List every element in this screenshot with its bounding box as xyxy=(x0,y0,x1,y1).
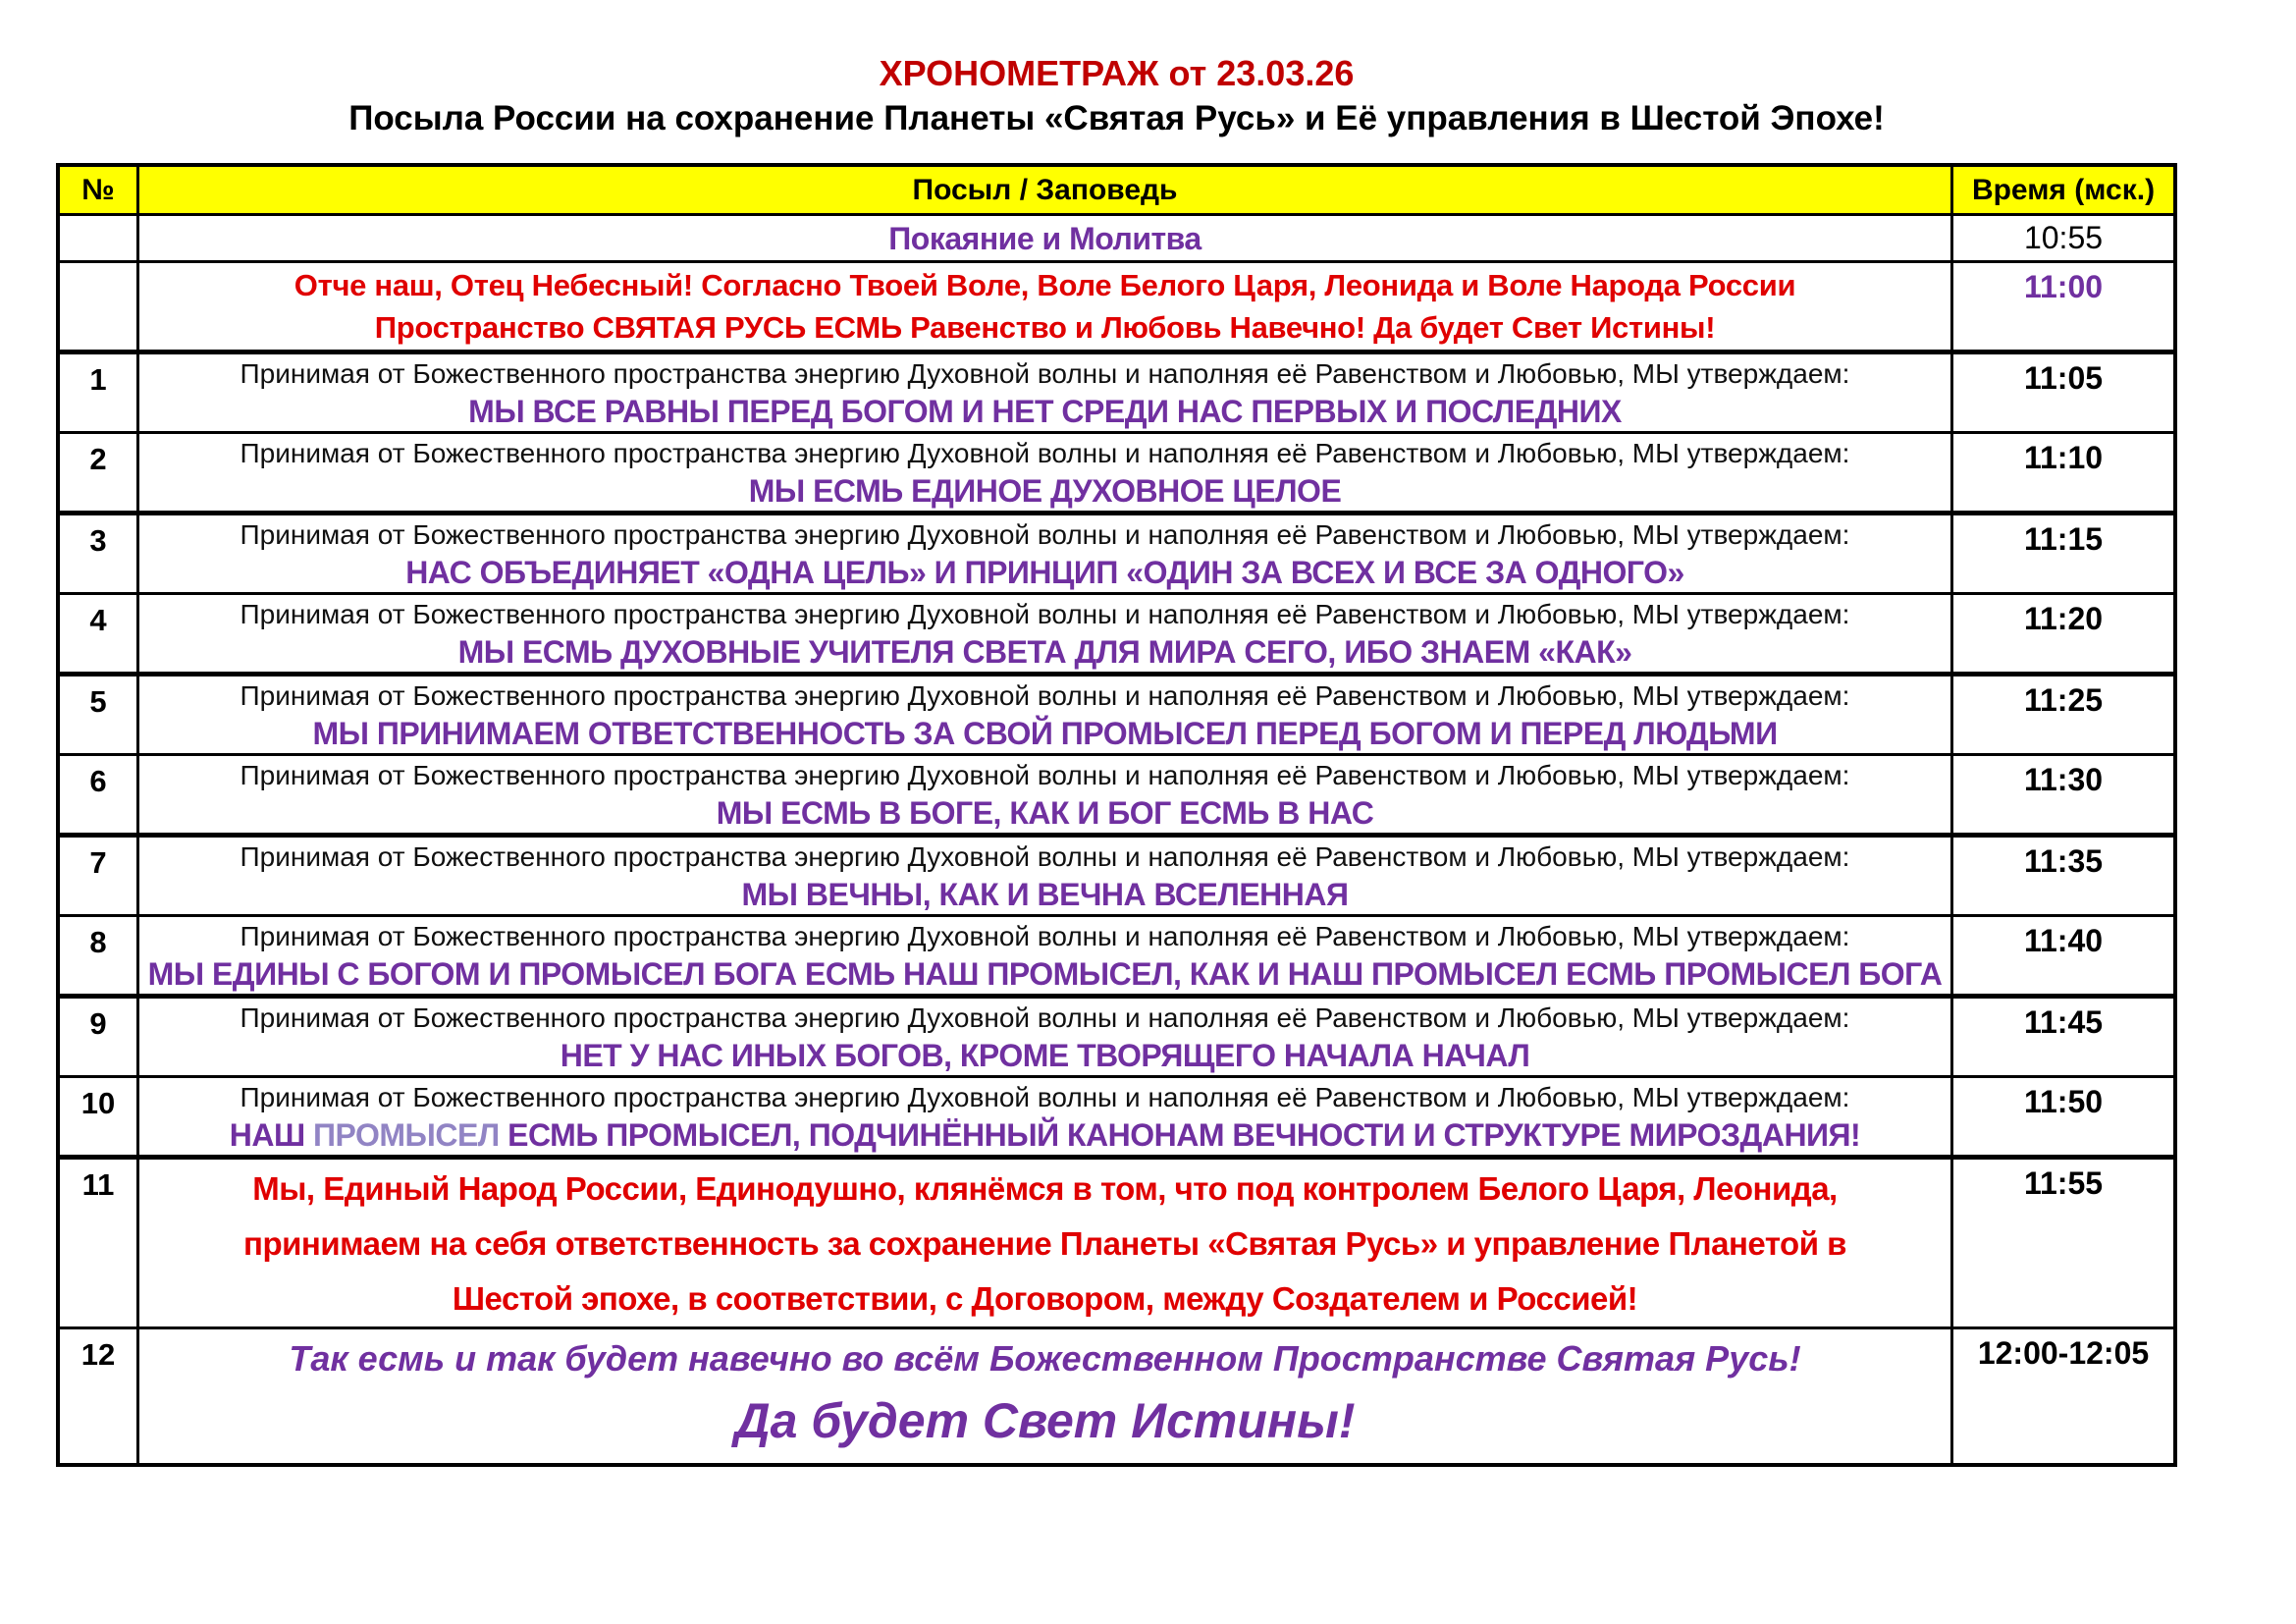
row-statement-text: МЫ ЕСМЬ ДУХОВНЫЕ УЧИТЕЛЯ СВЕТА ДЛЯ МИРА СЕГО, ИБО ЗНАЕМ «КАК» xyxy=(457,634,1632,670)
row-number-cell: 10 xyxy=(60,1078,139,1155)
row-number-cell xyxy=(60,263,139,350)
title-line-1: ХРОНОМЕТРАЖ от 23.03.26 xyxy=(879,53,1355,93)
message-line: Мы, Единый Народ России, Единодушно, клянёмся в том, что под контролем Белого Царя, Леонида, xyxy=(252,1170,1838,1207)
message-line: принимаем на себя ответственность за сохранение Планеты «Святая Русь» и управление Планетой в xyxy=(243,1225,1846,1262)
row-time-cell: 10:55 xyxy=(1950,216,2173,260)
row-number-cell: 6 xyxy=(60,756,139,833)
table-row xyxy=(60,1329,2173,1463)
statement-fragment: НАШ xyxy=(229,1117,314,1153)
row-message-cell xyxy=(139,756,1950,833)
row-intro-text: Принимая от Божественного пространства энергию Духовной волны и наполняя её Равенством и Любовью, МЫ утверждаем: xyxy=(240,760,1850,790)
row-time-cell: 11:40 xyxy=(1950,917,2173,994)
header-num: № xyxy=(60,167,139,213)
row-intro-text: Принимая от Божественного пространства энергию Духовной волны и наполняя её Равенством и Любовью, МЫ утверждаем: xyxy=(240,599,1850,629)
row-time-cell: 12:00-12:05 xyxy=(1950,1329,2173,1463)
row-statement-text: МЫ ЕСМЬ В БОГЕ, КАК И БОГ ЕСМЬ В НАС xyxy=(716,795,1374,831)
row-message-cell xyxy=(139,595,1950,672)
message-line: Покаяние и Молитва xyxy=(888,220,1201,256)
row-time-cell: 11:10 xyxy=(1950,434,2173,511)
row-time-cell: 11:35 xyxy=(1950,838,2173,914)
message-line: Шестой эпохе, в соответствии, с Договором, между Создателем и Россией! xyxy=(452,1280,1638,1317)
row-intro-text: Принимая от Божественного пространства энергию Духовной волны и наполняя её Равенством и Любовью, МЫ утверждаем: xyxy=(240,438,1850,468)
table-row xyxy=(60,917,2173,999)
table-row xyxy=(60,216,2173,263)
table-row xyxy=(60,756,2173,838)
row-number-cell: 5 xyxy=(60,677,139,753)
row-message-cell xyxy=(139,354,1950,431)
row-number-cell: 7 xyxy=(60,838,139,914)
row-statement-text: МЫ ВЕЧНЫ, КАК И ВЕЧНА ВСЕЛЕННАЯ xyxy=(741,877,1349,912)
table-row xyxy=(60,595,2173,677)
row-time-cell: 11:05 xyxy=(1950,354,2173,431)
table-row xyxy=(60,677,2173,756)
table-row xyxy=(60,838,2173,917)
row-statement-text: НАС ОБЪЕДИНЯЕТ «ОДНА ЦЕЛЬ» И ПРИНЦИП «ОДИН ЗА ВСЕХ И ВСЕ ЗА ОДНОГО» xyxy=(405,555,1684,590)
row-number-cell xyxy=(60,216,139,260)
table-header-row xyxy=(60,167,2173,216)
row-message-cell xyxy=(139,434,1950,511)
row-message-cell xyxy=(139,917,1950,994)
header-message: Посыл / Заповедь xyxy=(912,173,1178,206)
document-title xyxy=(56,0,2177,141)
row-message-cell xyxy=(139,1160,1950,1326)
row-number-cell: 3 xyxy=(60,515,139,592)
row-message-cell xyxy=(139,216,1950,260)
row-statement-text: МЫ ВСЕ РАВНЫ ПЕРЕД БОГОМ И НЕТ СРЕДИ НАС ПЕРВЫХ И ПОСЛЕДНИХ xyxy=(468,394,1622,429)
row-number-cell: 11 xyxy=(60,1160,139,1326)
message-line: Отче наш, Отец Небесный! Согласно Твоей Воле, Воле Белого Царя, Леонида и Воле Народа России xyxy=(294,268,1796,302)
row-message-cell xyxy=(139,677,1950,753)
row-time-cell: 11:25 xyxy=(1950,677,2173,753)
row-time-cell: 11:15 xyxy=(1950,515,2173,592)
row-time-cell: 11:55 xyxy=(1950,1160,2173,1326)
row-intro-text: Принимая от Божественного пространства энергию Духовной волны и наполняя её Равенством и Любовью, МЫ утверждаем: xyxy=(240,921,1850,951)
row-intro-text: Принимая от Божественного пространства энергию Духовной волны и наполняя её Равенством и Любовью, МЫ утверждаем: xyxy=(240,1002,1850,1033)
row-message-cell xyxy=(139,515,1950,592)
statement-light-fragment: ПРОМЫСЕЛ xyxy=(313,1117,500,1153)
row-intro-text: Принимая от Божественного пространства энергию Духовной волны и наполняя её Равенством и Любовью, МЫ утверждаем: xyxy=(240,680,1850,711)
row-statement-text: МЫ ЕДИНЫ С БОГОМ И ПРОМЫСЕЛ БОГА ЕСМЬ НАШ ПРОМЫСЕЛ, КАК И НАШ ПРОМЫСЕЛ ЕСМЬ ПРОМЫСЕЛ БОГА xyxy=(147,956,1943,992)
row-number-cell: 8 xyxy=(60,917,139,994)
row-time-cell: 11:00 xyxy=(1950,263,2173,350)
row-intro-text: Принимая от Божественного пространства энергию Духовной волны и наполняя её Равенством и Любовью, МЫ утверждаем: xyxy=(240,358,1850,389)
row-number-cell: 4 xyxy=(60,595,139,672)
row-statement-text xyxy=(139,1116,1950,1155)
table-row xyxy=(60,1078,2173,1160)
row-intro-text: Принимая от Божественного пространства энергию Духовной волны и наполняя её Равенством и Любовью, МЫ утверждаем: xyxy=(240,841,1850,872)
row-time-cell: 11:45 xyxy=(1950,999,2173,1075)
row-message-cell xyxy=(139,999,1950,1075)
schedule-table xyxy=(56,163,2177,1467)
title-line-2: Посыла России на сохранение Планеты «Святая Русь» и Её управления в Шестой Эпохе! xyxy=(348,99,1885,137)
table-row xyxy=(60,263,2173,354)
row-intro-text: Принимая от Божественного пространства энергию Духовной волны и наполняя её Равенством и Любовью, МЫ утверждаем: xyxy=(240,519,1850,550)
row-statement-text: МЫ ПРИНИМАЕМ ОТВЕТСТВЕННОСТЬ ЗА СВОЙ ПРОМЫСЕЛ ПЕРЕД БОГОМ И ПЕРЕД ЛЮДЬМИ xyxy=(312,716,1778,751)
row-message-cell xyxy=(139,838,1950,914)
row-message-cell xyxy=(139,1078,1950,1155)
row-message-cell xyxy=(139,1329,1950,1463)
row-message-cell xyxy=(139,263,1950,350)
row-statement-text: МЫ ЕСМЬ ЕДИНОЕ ДУХОВНОЕ ЦЕЛОЕ xyxy=(748,473,1342,509)
message-line: Пространство СВЯТАЯ РУСЬ ЕСМЬ Равенство и Любовь Навечно! Да будет Свет Истины! xyxy=(374,310,1716,345)
row-number-cell: 12 xyxy=(60,1329,139,1463)
row-number-cell: 1 xyxy=(60,354,139,431)
row-time-cell: 11:50 xyxy=(1950,1078,2173,1155)
table-row xyxy=(60,354,2173,434)
table-row xyxy=(60,434,2173,515)
table-row xyxy=(60,999,2173,1078)
row-time-cell: 11:30 xyxy=(1950,756,2173,833)
header-time: Время (мск.) xyxy=(1950,167,2173,213)
row-number-cell: 9 xyxy=(60,999,139,1075)
message-line: Так есмь и так будет навечно во всём Божественном Пространстве Святая Русь! xyxy=(289,1338,1801,1379)
statement-fragment: ЕСМЬ ПРОМЫСЕЛ, ПОДЧИНЁННЫЙ КАНОНАМ ВЕЧНОСТИ И СТРУКТУРЕ МИРОЗДАНИЯ! xyxy=(499,1117,1861,1153)
table-row xyxy=(60,1160,2173,1329)
row-intro-text: Принимая от Божественного пространства энергию Духовной волны и наполняя её Равенством и Любовью, МЫ утверждаем: xyxy=(240,1082,1850,1112)
row-number-cell: 2 xyxy=(60,434,139,511)
row-statement-text: НЕТ У НАС ИНЫХ БОГОВ, КРОМЕ ТВОРЯЩЕГО НАЧАЛА НАЧАЛ xyxy=(560,1038,1530,1073)
message-line: Да будет Свет Истины! xyxy=(734,1393,1356,1448)
row-time-cell: 11:20 xyxy=(1950,595,2173,672)
table-row xyxy=(60,515,2173,595)
